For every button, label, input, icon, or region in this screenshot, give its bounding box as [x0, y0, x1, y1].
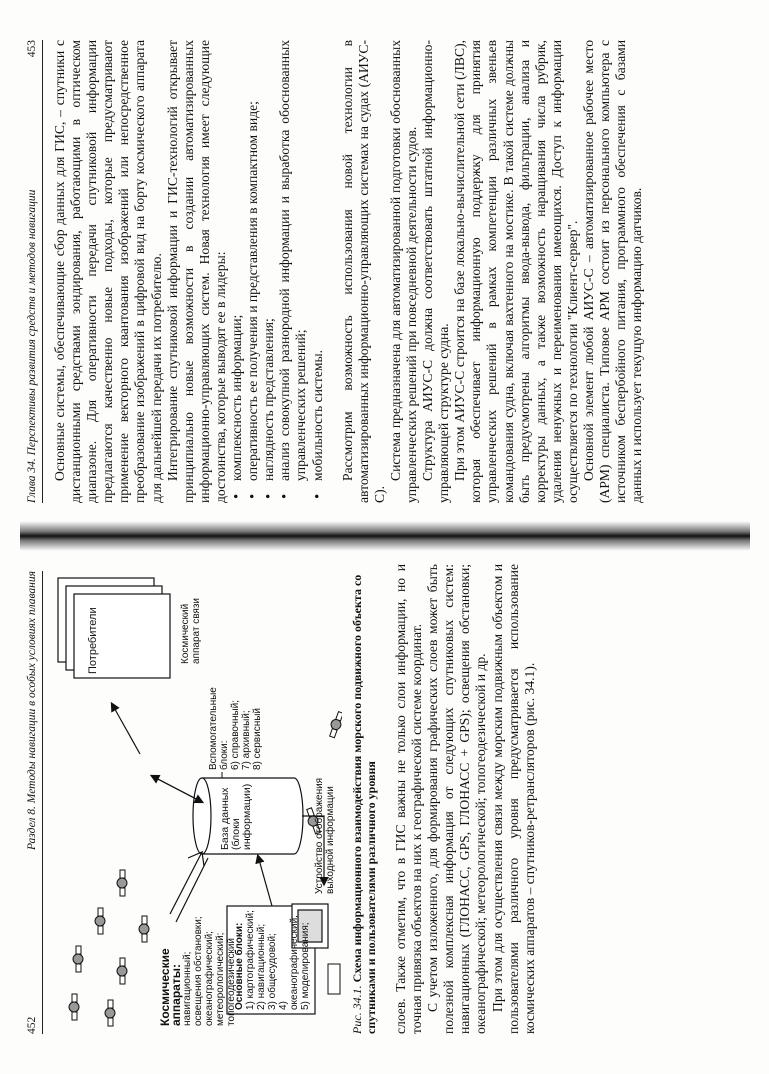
basic-blocks-title: Основные блоки:	[234, 922, 245, 1010]
consumers-label: Потребители	[87, 607, 99, 674]
basic-block-item: 1) картографический;	[245, 910, 256, 1010]
paragraph: Основные системы, обеспечивающие сбор данных для ГИС, – спутники с дистанционными средствами зондирования, работающими в оптическом диапазоне. Для оперативности передачи спутниковой информации предлагаются качественно новые подходы, которые предусматривают применение векторного квантования изображений или непосредственное преобразование изображений в цифровой вид на борту космического аппарата для дальнейшей передачи их потребителю.	[52, 40, 164, 503]
page-number-right: 453	[26, 40, 38, 58]
consumers-boxes	[58, 578, 170, 678]
paragraph: слоев. Также отметим, что в ГИС важны не только слои информации, но и точная привязка объектов на них к географической системе координат.	[393, 564, 425, 1034]
satellites-item: метеорологический;	[215, 932, 226, 1026]
list-item: • анализ совокупной разнородной информации и выработка обоснованных управленческих решений;	[277, 40, 309, 503]
database-text: информации)	[241, 783, 253, 850]
right-page	[0, 0, 769, 525]
list-item: • наглядность представления;	[261, 40, 277, 503]
display-label-line: Устройство отображения	[314, 777, 325, 894]
right-running-head	[26, 40, 43, 503]
paragraph: С учетом изложенного, для формирования графических слоев может быть полезной комплексная информация от следующих спутниковых систем: навигационных (ГЛОНАСС, GPS, ГЛОНАСС + GPS); освещения обстановки; океанографической; метеорологической; топогеодезической и др.	[425, 564, 489, 1034]
aux-block-item: блоки:	[219, 740, 230, 770]
right-body	[52, 40, 645, 503]
left-body	[393, 564, 538, 1034]
database-text: (блоки	[230, 818, 242, 850]
aux-blocks-title: Вспомогательные	[208, 687, 219, 770]
paragraph: При этом АИУС-С строится на базе локально-вычислительной сети (ЛВС), которая обеспечивает информационную поддержку для принятия управленческих решений в рамках компетенции различных звеньев командования судна, включая вахтенного на мостике. В такой системе должны быть предусмотрены алгоритмы ввода-вывода, фильтрации, анализа и корректуры данных, а также возможность наращивания числа рубрик, удаления ненужных и переименования имеющихся. Доступ к информации осуществляется по технологии "Клиент-сервер".	[452, 40, 580, 503]
paragraph: Рассмотрим возможность использования новой технологии в автоматизированных информационно-управляющих системах на судах (АИУС-С).	[339, 40, 387, 503]
database-label	[220, 780, 253, 850]
basic-block-item: 2) навигационный;	[256, 923, 267, 1010]
database-text: База данных	[219, 787, 231, 850]
relay-label-line: Космический	[180, 603, 191, 664]
chapter-header: Глава 34. Перспективы развития средств и методов навигации	[26, 189, 38, 503]
satellites-item: топогеодезический	[226, 937, 237, 1026]
caption-number: Рис. 34.1.	[350, 985, 364, 1034]
satellites-item: навигационный;	[182, 951, 193, 1026]
printer-icon	[328, 964, 340, 994]
paragraph: Интегрирование спутниковой информации и ГИС-технологий открывает принципиально новые возможности в создании автоматизированных информационно-управляющих систем. Новая технология имеет следующие достоинства, которые выводят ее в лидеры:	[164, 40, 228, 503]
left-running-head	[26, 571, 43, 1034]
basic-blocks-label	[234, 908, 311, 1010]
basic-block-item: 3) общесудовой;	[267, 933, 278, 1010]
satellite-icons	[69, 870, 149, 1026]
aux-block-item: 6) справочный;	[230, 699, 241, 770]
aux-block-item: 7) архивный;	[241, 710, 252, 770]
satellites-item: освещения обстановки;	[193, 916, 204, 1026]
page-number-left: 452	[26, 1016, 38, 1034]
paragraph: Система предназначена для автоматизированной подготовки обоснованных управленческих решений при повседневной деятельности судов.	[387, 40, 419, 503]
satellites-item: океанографический;	[204, 931, 215, 1026]
relay-satellite-label	[180, 572, 202, 664]
paragraph: При этом для осуществления связи между морским подвижным объектом и пользователями различного уровня предусматривается использование космических аппаратов – спутников-ретрансляторов (рис. 34.1).	[489, 564, 537, 1034]
book-gutter	[20, 521, 750, 551]
left-page	[0, 549, 769, 1074]
caption-text: Схема информационного взаимодействия морского подвижного объекта со спутниками и пользователями различного уровня	[350, 574, 378, 1034]
basic-block-item: 5) моделирования;	[300, 922, 311, 1010]
list-item: • комплексность информации;	[229, 40, 245, 503]
display-label-line: выходной информации	[325, 786, 336, 894]
figure-diagram	[52, 564, 342, 1034]
aux-block-item: 8) сервисный	[252, 708, 263, 770]
satellites-title: Космические аппараты:	[158, 948, 183, 1026]
paragraph: Основной элемент любой АИУС-С – автоматизированное рабочее место (АРМ) специалиста. Типовое АРМ состоит из персонального компьютера с источником беспербойного питания, программного обеспечения с базами данных и использует текущую информацию датчиков.	[581, 40, 645, 503]
section-header: Раздел 8. Методы навигации в особых условиях плавания	[26, 571, 38, 851]
advantages-list	[229, 40, 326, 503]
satellites-label	[160, 896, 237, 1026]
basic-block-item: 4) океанографический;	[278, 915, 300, 1010]
list-item: • оперативность ее получения и представления в компактном виде;	[245, 40, 261, 503]
paragraph: Структура АИУС-С должна соответствовать штатной информационно-управляющей структуре судна.	[420, 40, 452, 503]
display-device-label	[314, 764, 336, 894]
relay-label-line: аппарат связи	[191, 597, 202, 664]
aux-blocks-label	[208, 680, 263, 770]
list-item: • мобильность системы.	[310, 40, 326, 503]
figure-caption	[350, 564, 378, 1034]
